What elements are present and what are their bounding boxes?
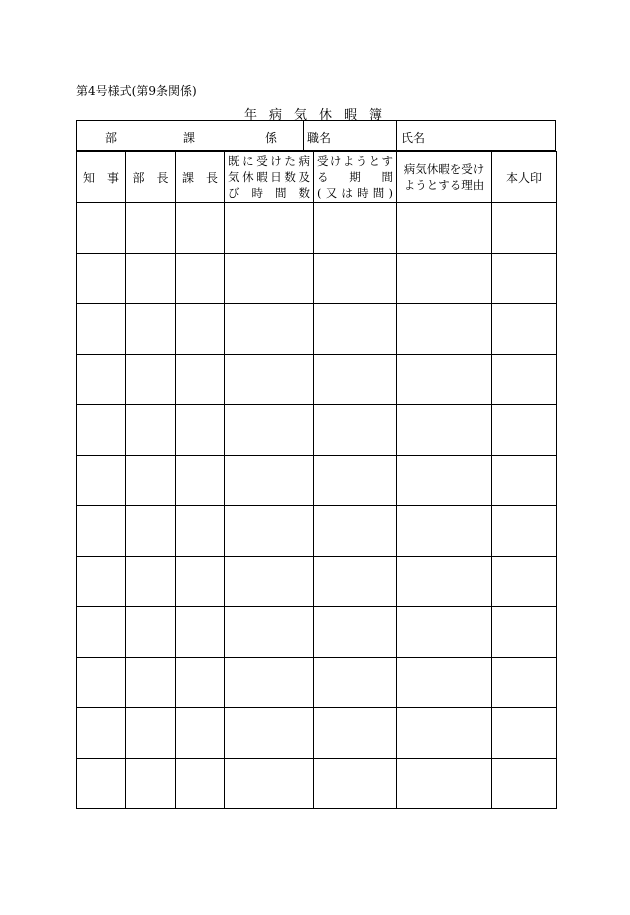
director-cell[interactable] bbox=[126, 455, 176, 506]
director-cell[interactable] bbox=[126, 506, 176, 557]
seal-cell[interactable] bbox=[492, 758, 557, 809]
col-used-leave-line: び 時 間 数 bbox=[228, 186, 310, 200]
col-period-line: る 期 間 bbox=[317, 170, 393, 184]
used-leave-cell[interactable] bbox=[225, 657, 314, 708]
reason-cell[interactable] bbox=[397, 455, 492, 506]
seal-cell[interactable] bbox=[492, 253, 557, 304]
table-row bbox=[77, 405, 557, 456]
director-cell[interactable] bbox=[126, 203, 176, 254]
reason-cell[interactable] bbox=[397, 203, 492, 254]
seal-cell[interactable] bbox=[492, 657, 557, 708]
director-cell[interactable] bbox=[126, 556, 176, 607]
used-leave-cell[interactable] bbox=[225, 354, 314, 405]
section-chief-cell[interactable] bbox=[176, 203, 225, 254]
used-leave-cell[interactable] bbox=[225, 405, 314, 456]
section-chief-cell[interactable] bbox=[176, 405, 225, 456]
period-cell[interactable] bbox=[314, 708, 397, 759]
director-cell[interactable] bbox=[126, 405, 176, 456]
seal-cell[interactable] bbox=[492, 607, 557, 658]
period-cell[interactable] bbox=[314, 506, 397, 557]
col-reason-line: ようとする理由 bbox=[403, 178, 485, 192]
section-chief-cell[interactable] bbox=[176, 657, 225, 708]
period-cell[interactable] bbox=[314, 455, 397, 506]
governor-cell[interactable] bbox=[77, 253, 126, 304]
reason-cell[interactable] bbox=[397, 253, 492, 304]
table-row bbox=[77, 455, 557, 506]
table-row bbox=[77, 607, 557, 658]
col-used-leave-line: 気休暇日数及 bbox=[228, 170, 310, 184]
subsection-label: 係 bbox=[265, 131, 278, 145]
used-leave-cell[interactable] bbox=[225, 758, 314, 809]
period-cell[interactable] bbox=[314, 354, 397, 405]
col-period-line: (又は時間) bbox=[317, 186, 393, 200]
divider bbox=[396, 121, 397, 150]
section-chief-cell[interactable] bbox=[176, 708, 225, 759]
governor-cell[interactable] bbox=[77, 203, 126, 254]
period-cell[interactable] bbox=[314, 253, 397, 304]
table-row bbox=[77, 354, 557, 405]
column-header-row bbox=[77, 152, 557, 203]
table-row bbox=[77, 657, 557, 708]
col-used-leave bbox=[225, 152, 314, 203]
seal-cell[interactable] bbox=[492, 506, 557, 557]
col-period bbox=[314, 152, 397, 203]
section-chief-cell[interactable] bbox=[176, 304, 225, 355]
table-row bbox=[77, 758, 557, 809]
director-cell[interactable] bbox=[126, 304, 176, 355]
reason-cell[interactable] bbox=[397, 405, 492, 456]
used-leave-cell[interactable] bbox=[225, 708, 314, 759]
reason-cell[interactable] bbox=[397, 708, 492, 759]
governor-cell[interactable] bbox=[77, 657, 126, 708]
department-header-row bbox=[76, 120, 556, 151]
table-row bbox=[77, 304, 557, 355]
name-label: 氏名 bbox=[401, 131, 426, 145]
table-row bbox=[77, 506, 557, 557]
seal-cell[interactable] bbox=[492, 304, 557, 355]
col-section-chief: 課 長 bbox=[176, 152, 225, 203]
sick-leave-table bbox=[76, 151, 557, 809]
period-cell[interactable] bbox=[314, 607, 397, 658]
section-label: 課 bbox=[183, 131, 196, 145]
form-number: 第4号様式(第9条関係) bbox=[76, 84, 197, 98]
section-chief-cell[interactable] bbox=[176, 253, 225, 304]
period-cell[interactable] bbox=[314, 758, 397, 809]
col-seal: 本人印 bbox=[492, 152, 557, 203]
form-title: 年病気休暇簿 bbox=[244, 108, 395, 123]
used-leave-cell[interactable] bbox=[225, 304, 314, 355]
section-chief-cell[interactable] bbox=[176, 607, 225, 658]
section-chief-cell[interactable] bbox=[176, 758, 225, 809]
section-chief-cell[interactable] bbox=[176, 506, 225, 557]
used-leave-cell[interactable] bbox=[225, 506, 314, 557]
col-period-line: 受けようとす bbox=[317, 154, 393, 168]
seal-cell[interactable] bbox=[492, 556, 557, 607]
period-cell[interactable] bbox=[314, 203, 397, 254]
table-body bbox=[77, 203, 557, 809]
governor-cell[interactable] bbox=[77, 304, 126, 355]
used-leave-cell[interactable] bbox=[225, 253, 314, 304]
director-cell[interactable] bbox=[126, 758, 176, 809]
col-reason bbox=[397, 152, 492, 203]
seal-cell[interactable] bbox=[492, 405, 557, 456]
reason-cell[interactable] bbox=[397, 304, 492, 355]
governor-cell[interactable] bbox=[77, 708, 126, 759]
used-leave-cell[interactable] bbox=[225, 455, 314, 506]
director-cell[interactable] bbox=[126, 657, 176, 708]
reason-cell[interactable] bbox=[397, 657, 492, 708]
col-used-leave-line: 既に受けた病 bbox=[228, 154, 310, 168]
period-cell[interactable] bbox=[314, 405, 397, 456]
reason-cell[interactable] bbox=[397, 506, 492, 557]
governor-cell[interactable] bbox=[77, 556, 126, 607]
reason-cell[interactable] bbox=[397, 607, 492, 658]
table-row bbox=[77, 556, 557, 607]
table-row bbox=[77, 253, 557, 304]
seal-cell[interactable] bbox=[492, 354, 557, 405]
director-cell[interactable] bbox=[126, 708, 176, 759]
section-chief-cell[interactable] bbox=[176, 354, 225, 405]
governor-cell[interactable] bbox=[77, 758, 126, 809]
table-row bbox=[77, 203, 557, 254]
director-cell[interactable] bbox=[126, 253, 176, 304]
used-leave-cell[interactable] bbox=[225, 556, 314, 607]
used-leave-cell[interactable] bbox=[225, 203, 314, 254]
section-chief-cell[interactable] bbox=[176, 455, 225, 506]
department-label: 部 bbox=[105, 131, 118, 145]
reason-cell[interactable] bbox=[397, 556, 492, 607]
position-label: 職名 bbox=[307, 131, 332, 145]
governor-cell[interactable] bbox=[77, 506, 126, 557]
col-director: 部 長 bbox=[126, 152, 176, 203]
table-row bbox=[77, 708, 557, 759]
director-cell[interactable] bbox=[126, 354, 176, 405]
col-governor: 知 事 bbox=[77, 152, 126, 203]
used-leave-cell[interactable] bbox=[225, 607, 314, 658]
divider bbox=[303, 121, 304, 150]
governor-cell[interactable] bbox=[77, 607, 126, 658]
seal-cell[interactable] bbox=[492, 455, 557, 506]
director-cell[interactable] bbox=[126, 607, 176, 658]
governor-cell[interactable] bbox=[77, 405, 126, 456]
section-chief-cell[interactable] bbox=[176, 556, 225, 607]
period-cell[interactable] bbox=[314, 304, 397, 355]
governor-cell[interactable] bbox=[77, 455, 126, 506]
col-reason-line: 病気休暇を受け bbox=[403, 162, 485, 176]
period-cell[interactable] bbox=[314, 556, 397, 607]
governor-cell[interactable] bbox=[77, 354, 126, 405]
period-cell[interactable] bbox=[314, 657, 397, 708]
reason-cell[interactable] bbox=[397, 354, 492, 405]
seal-cell[interactable] bbox=[492, 203, 557, 254]
seal-cell[interactable] bbox=[492, 708, 557, 759]
reason-cell[interactable] bbox=[397, 758, 492, 809]
